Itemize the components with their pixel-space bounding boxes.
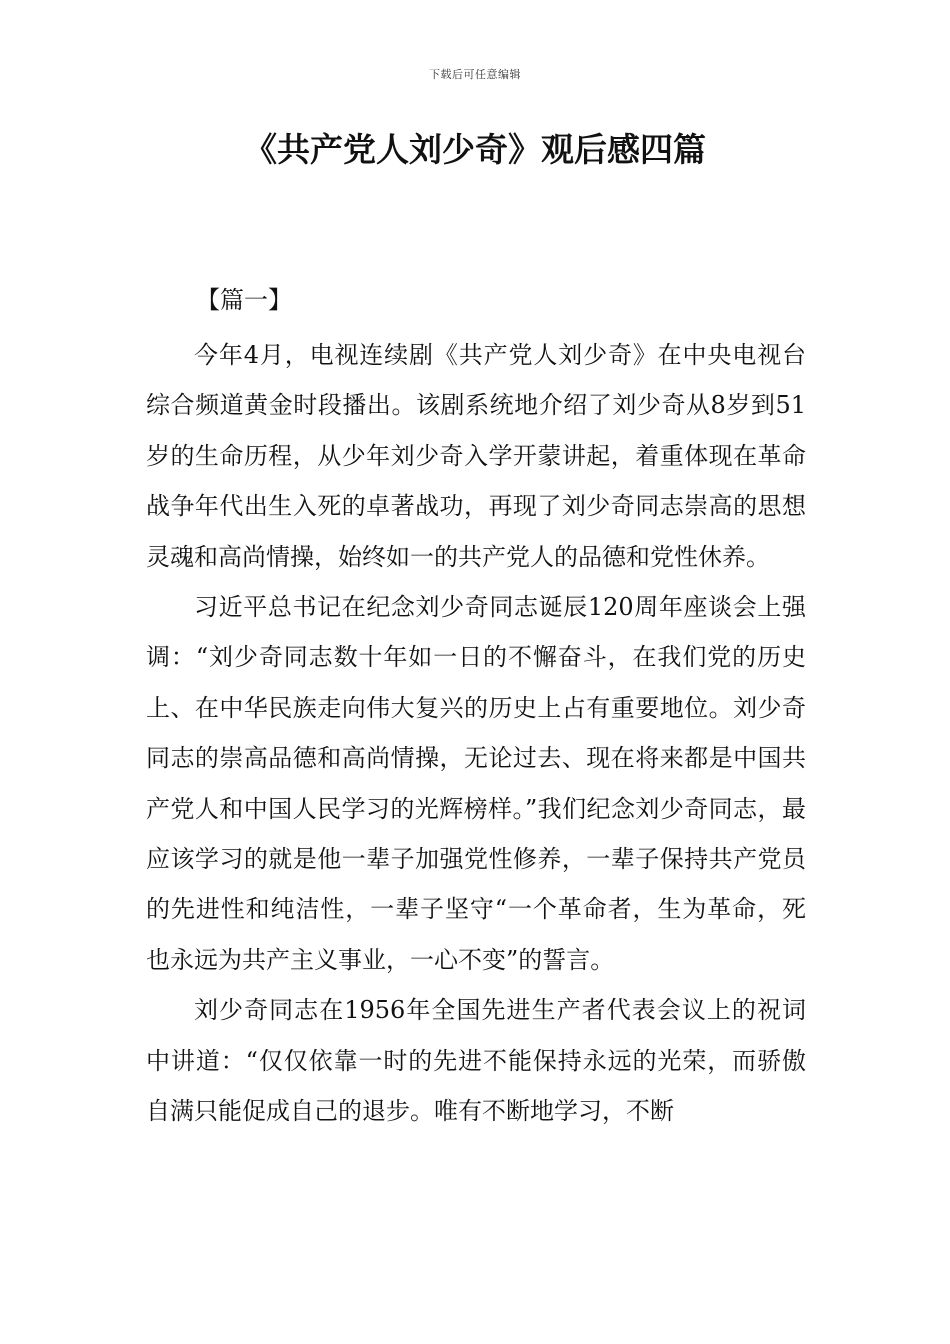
section-heading: 【篇一】: [196, 286, 292, 314]
body-text: [146, 330, 806, 1137]
paragraph: 今年4月，电视连续剧《共产党人刘少奇》在中央电视台综合频道黄金时段播出。该剧系统地介绍了刘少奇从8岁到51岁的生命历程，从少年刘少奇入学开蒙讲起，着重体现在革命战争年代出生入死的卓著战功，再现了刘少奇同志崇高的思想灵魂和高尚情操，始终如一的共产党人的品德和党性休养。: [146, 341, 806, 571]
paragraph: 习近平总书记在纪念刘少奇同志诞辰120周年座谈会上强调：“刘少奇同志数十年如一日的不懈奋斗，在我们党的历史上、在中华民族走向伟大复兴的历史上占有重要地位。刘少奇同志的崇高品德和高尚情操，无论过去、现在将来都是中国共产党人和中国人民学习的光辉榜样。”我们纪念刘少奇同志，最应该学习的就是他一辈子加强党性修养，一辈子保持共产党员的先进性和纯洁性，一辈子坚守“一个革命者，生为革命，死也永远为共产主义事业，一心不变”的誓言。: [146, 593, 806, 974]
header-note: 下载后可任意编辑: [429, 68, 521, 81]
paragraph: 刘少奇同志在1956年全国先进生产者代表会议上的祝词中讲道：“仅仅依靠一时的先进不能保持永远的光荣，而骄傲自满只能促成自己的退步。唯有不断地学习，不断: [146, 996, 806, 1126]
document-title: 《共产党人刘少奇》观后感四篇: [244, 130, 706, 169]
